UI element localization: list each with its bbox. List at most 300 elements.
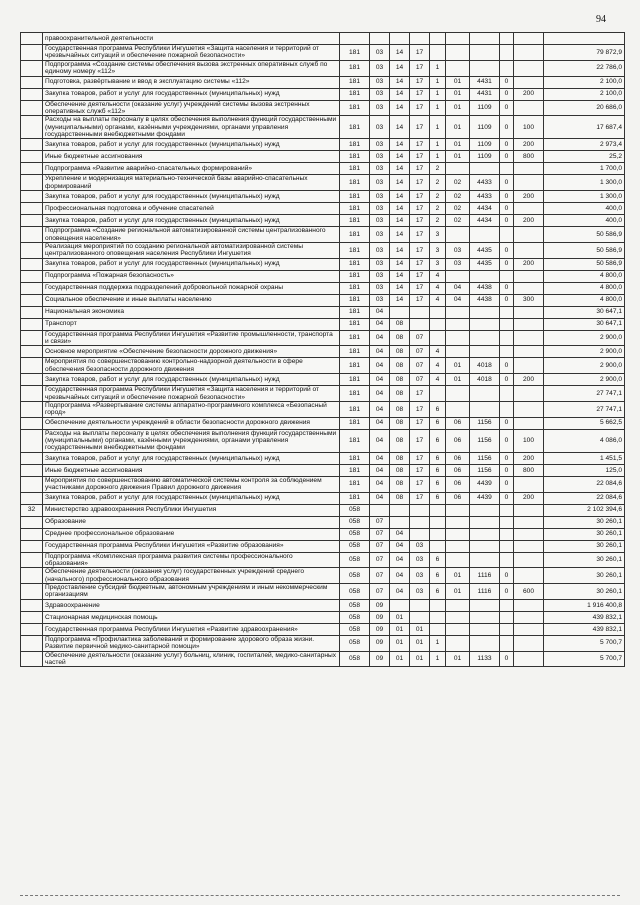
cell-expense-type: 800 — [514, 464, 544, 476]
cell-expense-type — [514, 417, 544, 429]
cell-direction — [470, 60, 500, 76]
cell-row-number — [21, 45, 43, 61]
cell-amount: 20 686,0 — [544, 100, 625, 116]
cell-item-name: Обеспечение деятельности учреждений в области безопасности дорожного движения — [43, 417, 340, 429]
cell-row-number — [21, 386, 43, 402]
cell-section: 03 — [370, 100, 390, 116]
cell-expense-type — [514, 227, 544, 243]
cell-program: 17 — [410, 429, 430, 452]
cell-activity — [446, 227, 470, 243]
cell-program: 17 — [410, 76, 430, 88]
table-row — [21, 516, 625, 528]
table-row — [21, 611, 625, 623]
table-row — [21, 318, 625, 330]
cell-subprogram — [430, 623, 446, 635]
cell-program: 17 — [410, 242, 430, 258]
cell-ministry-code: 181 — [340, 270, 370, 282]
cell-item-name: Подпрограмма «Профилактика заболеваний и формирование здорового образа жизни. Развитие первичной медико-санитарной помощи» — [43, 635, 340, 651]
cell-direction: 4434 — [470, 203, 500, 215]
cell-subprogram: 1 — [430, 139, 446, 151]
cell-program: 17 — [410, 417, 430, 429]
cell-row-number — [21, 516, 43, 528]
cell-program: 17 — [410, 492, 430, 504]
cell-direction — [470, 504, 500, 516]
table-row — [21, 151, 625, 163]
cell-amount: 30 260,1 — [544, 584, 625, 600]
cell-item-name: Подпрограмма «Комплексная программа развития системы профессионального образования» — [43, 552, 340, 568]
cell-extra-code — [500, 318, 514, 330]
cell-row-number — [21, 358, 43, 374]
cell-extra-code — [500, 227, 514, 243]
cell-activity: 02 — [446, 203, 470, 215]
cell-activity: 01 — [446, 374, 470, 386]
cell-program: 17 — [410, 151, 430, 163]
cell-ministry-code: 058 — [340, 611, 370, 623]
cell-expense-type — [514, 163, 544, 175]
cell-extra-code — [500, 611, 514, 623]
cell-amount: 2 100,0 — [544, 88, 625, 100]
cell-amount: 2 973,4 — [544, 139, 625, 151]
cell-ministry-code: 181 — [340, 374, 370, 386]
cell-subsection: 14 — [390, 282, 410, 294]
table-row — [21, 163, 625, 175]
cell-direction — [470, 401, 500, 417]
table-row — [21, 306, 625, 318]
cell-direction: 1116 — [470, 568, 500, 584]
cell-expense-type — [514, 611, 544, 623]
cell-subprogram: 3 — [430, 242, 446, 258]
cell-program: 07 — [410, 346, 430, 358]
cell-item-name: Государственная программа Республики Ингушетия «Защита населения и территорий от чрезвычайных ситуаций и обеспечение пожарной безопасности» — [43, 45, 340, 61]
cell-ministry-code: 181 — [340, 464, 370, 476]
cell-ministry-code: 181 — [340, 294, 370, 306]
cell-extra-code — [500, 516, 514, 528]
cell-ministry-code: 058 — [340, 599, 370, 611]
cell-ministry-code: 181 — [340, 76, 370, 88]
table-row — [21, 464, 625, 476]
cell-program: 07 — [410, 358, 430, 374]
cell-extra-code — [500, 623, 514, 635]
cell-expense-type — [514, 175, 544, 191]
table-row — [21, 294, 625, 306]
cell-row-number — [21, 33, 43, 45]
cell-item-name: Подпрограмма «Пожарная безопасность» — [43, 270, 340, 282]
cell-extra-code: 0 — [500, 151, 514, 163]
cell-activity — [446, 552, 470, 568]
cell-section: 04 — [370, 306, 390, 318]
cell-extra-code — [500, 45, 514, 61]
cell-extra-code — [500, 635, 514, 651]
cell-subprogram: 6 — [430, 401, 446, 417]
cell-amount: 1 700,0 — [544, 163, 625, 175]
cell-activity — [446, 528, 470, 540]
cell-activity — [446, 516, 470, 528]
cell-item-name: Государственная программа Республики Ингушетия «Развитие образования» — [43, 540, 340, 552]
cell-row-number — [21, 374, 43, 386]
cell-extra-code — [500, 33, 514, 45]
cell-program: 01 — [410, 623, 430, 635]
cell-program: 17 — [410, 215, 430, 227]
cell-expense-type: 100 — [514, 429, 544, 452]
cell-item-name: Министерство здравоохранения Республики Ингушетия — [43, 504, 340, 516]
cell-activity — [446, 346, 470, 358]
cell-item-name: Здравоохранение — [43, 599, 340, 611]
cell-subsection: 08 — [390, 330, 410, 346]
cell-activity — [446, 599, 470, 611]
cell-section: 04 — [370, 452, 390, 464]
table-row — [21, 203, 625, 215]
cell-subsection: 01 — [390, 651, 410, 667]
cell-expense-type — [514, 60, 544, 76]
cell-section — [370, 33, 390, 45]
cell-row-number — [21, 346, 43, 358]
cell-section: 03 — [370, 88, 390, 100]
cell-section: 04 — [370, 476, 390, 492]
cell-row-number — [21, 611, 43, 623]
cell-ministry-code: 181 — [340, 203, 370, 215]
cell-subprogram: 4 — [430, 358, 446, 374]
cell-expense-type — [514, 318, 544, 330]
cell-row-number — [21, 599, 43, 611]
cell-expense-type — [514, 306, 544, 318]
cell-direction: 1116 — [470, 584, 500, 600]
cell-subprogram — [430, 611, 446, 623]
cell-section: 03 — [370, 60, 390, 76]
cell-extra-code: 0 — [500, 139, 514, 151]
cell-extra-code: 0 — [500, 191, 514, 203]
cell-item-name: Расходы на выплаты персоналу в целях обеспечения выполнения функций государственными (муниципальными) органами, казёнными учреждениями, органами управления государственными внебюджетными фондами — [43, 429, 340, 452]
table-row — [21, 528, 625, 540]
cell-expense-type — [514, 401, 544, 417]
cell-subsection: 14 — [390, 227, 410, 243]
cell-expense-type: 200 — [514, 139, 544, 151]
cell-section: 03 — [370, 76, 390, 88]
cell-amount: 30 260,1 — [544, 516, 625, 528]
cell-direction — [470, 227, 500, 243]
cell-amount: 5 700,7 — [544, 635, 625, 651]
cell-program: 03 — [410, 540, 430, 552]
cell-subprogram — [430, 599, 446, 611]
table-row — [21, 635, 625, 651]
cell-program: 07 — [410, 374, 430, 386]
cell-subsection: 08 — [390, 346, 410, 358]
cell-subsection: 14 — [390, 45, 410, 61]
cell-subprogram — [430, 516, 446, 528]
cell-item-name: Закупка товаров, работ и услуг для государственных (муниципальных) нужд — [43, 374, 340, 386]
cell-subsection: 08 — [390, 492, 410, 504]
cell-extra-code: 0 — [500, 116, 514, 139]
cell-item-name: Обеспечение деятельности (оказание услуг) больниц, клиник, госпиталей, медико-санитарных частей — [43, 651, 340, 667]
cell-section: 04 — [370, 358, 390, 374]
cell-activity: 06 — [446, 476, 470, 492]
cell-row-number — [21, 294, 43, 306]
cell-ministry-code: 058 — [340, 568, 370, 584]
cell-item-name: Закупка товаров, работ и услуг для государственных (муниципальных) нужд — [43, 258, 340, 270]
cell-activity: 01 — [446, 151, 470, 163]
cell-section: 04 — [370, 492, 390, 504]
cell-extra-code: 0 — [500, 294, 514, 306]
cell-item-name: Государственная программа Республики Ингушетия «Развитие здравоохранения» — [43, 623, 340, 635]
cell-item-name: Транспорт — [43, 318, 340, 330]
cell-direction: 1133 — [470, 651, 500, 667]
cell-section: 07 — [370, 568, 390, 584]
cell-section: 04 — [370, 401, 390, 417]
cell-row-number — [21, 318, 43, 330]
cell-program: 01 — [410, 635, 430, 651]
cell-amount: 17 687,4 — [544, 116, 625, 139]
cell-extra-code — [500, 330, 514, 346]
cell-program: 03 — [410, 584, 430, 600]
cell-row-number — [21, 139, 43, 151]
cell-expense-type — [514, 623, 544, 635]
cell-extra-code: 0 — [500, 258, 514, 270]
cell-activity: 01 — [446, 100, 470, 116]
cell-program: 17 — [410, 88, 430, 100]
table-row — [21, 374, 625, 386]
cell-row-number — [21, 175, 43, 191]
table-row — [21, 492, 625, 504]
cell-expense-type — [514, 33, 544, 45]
cell-section: 09 — [370, 611, 390, 623]
cell-direction: 1156 — [470, 464, 500, 476]
cell-row-number — [21, 258, 43, 270]
cell-ministry-code: 181 — [340, 452, 370, 464]
cell-amount: 30 260,1 — [544, 568, 625, 584]
cell-program: 17 — [410, 116, 430, 139]
cell-amount: 4 800,0 — [544, 270, 625, 282]
cell-activity: 06 — [446, 429, 470, 452]
cell-extra-code — [500, 306, 514, 318]
cell-subsection: 08 — [390, 358, 410, 374]
cell-subsection: 14 — [390, 242, 410, 258]
table-row — [21, 330, 625, 346]
cell-ministry-code: 058 — [340, 540, 370, 552]
cell-subprogram: 2 — [430, 215, 446, 227]
cell-item-name: Иные бюджетные ассигнования — [43, 464, 340, 476]
cell-item-name: Подпрограмма «Создание региональной автоматизированной системы централизованного оповещения населения» — [43, 227, 340, 243]
cell-direction: 4431 — [470, 88, 500, 100]
cell-program: 17 — [410, 386, 430, 402]
cell-expense-type — [514, 45, 544, 61]
cell-extra-code: 0 — [500, 175, 514, 191]
cell-expense-type: 200 — [514, 492, 544, 504]
cell-subprogram: 3 — [430, 227, 446, 243]
cell-expense-type — [514, 635, 544, 651]
cell-expense-type — [514, 540, 544, 552]
cell-extra-code: 0 — [500, 584, 514, 600]
cell-program: 17 — [410, 227, 430, 243]
table-row — [21, 139, 625, 151]
cell-expense-type — [514, 282, 544, 294]
cell-subsection: 14 — [390, 151, 410, 163]
cell-expense-type: 200 — [514, 452, 544, 464]
cell-direction — [470, 163, 500, 175]
cell-activity — [446, 401, 470, 417]
cell-amount: 27 747,1 — [544, 401, 625, 417]
cell-activity — [446, 60, 470, 76]
cell-ministry-code: 058 — [340, 516, 370, 528]
table-row — [21, 540, 625, 552]
table-row — [21, 215, 625, 227]
cell-item-name: Подпрограмма «Развертывание системы аппаратно-программного комплекса «Безопасный город» — [43, 401, 340, 417]
cell-row-number — [21, 429, 43, 452]
cell-expense-type — [514, 476, 544, 492]
cell-direction — [470, 528, 500, 540]
cell-extra-code — [500, 504, 514, 516]
cell-subprogram — [430, 306, 446, 318]
cell-ministry-code: 181 — [340, 358, 370, 374]
cell-expense-type — [514, 568, 544, 584]
cell-extra-code — [500, 540, 514, 552]
cell-section: 04 — [370, 386, 390, 402]
cell-extra-code: 0 — [500, 282, 514, 294]
cell-ministry-code: 181 — [340, 163, 370, 175]
table-row — [21, 346, 625, 358]
cell-section: 04 — [370, 346, 390, 358]
cell-row-number — [21, 227, 43, 243]
cell-activity — [446, 163, 470, 175]
cell-program — [410, 318, 430, 330]
cell-expense-type: 100 — [514, 116, 544, 139]
cell-subsection: 14 — [390, 100, 410, 116]
cell-activity: 02 — [446, 215, 470, 227]
cell-activity: 01 — [446, 76, 470, 88]
cell-section — [370, 504, 390, 516]
cell-section: 03 — [370, 116, 390, 139]
cell-activity: 06 — [446, 492, 470, 504]
cell-subprogram: 6 — [430, 492, 446, 504]
cell-subsection — [390, 599, 410, 611]
cell-item-name: Государственная поддержка подразделений добровольной пожарной охраны — [43, 282, 340, 294]
cell-section: 07 — [370, 540, 390, 552]
cell-subprogram: 2 — [430, 203, 446, 215]
cell-direction: 4434 — [470, 215, 500, 227]
cell-item-name: Государственная программа Республики Ингушетия «Развитие промышленности, транспорта и связи» — [43, 330, 340, 346]
cell-program: 01 — [410, 651, 430, 667]
cell-amount: 22 084,6 — [544, 492, 625, 504]
cell-program: 03 — [410, 552, 430, 568]
cell-ministry-code: 181 — [340, 139, 370, 151]
cell-activity — [446, 386, 470, 402]
cell-program — [410, 33, 430, 45]
cell-program: 17 — [410, 191, 430, 203]
cell-ministry-code: 181 — [340, 492, 370, 504]
cell-subsection: 14 — [390, 191, 410, 203]
cell-expense-type — [514, 242, 544, 258]
cell-direction: 1109 — [470, 116, 500, 139]
cell-activity: 01 — [446, 651, 470, 667]
table-row — [21, 227, 625, 243]
cell-ministry-code: 058 — [340, 651, 370, 667]
cell-expense-type — [514, 330, 544, 346]
table-row — [21, 258, 625, 270]
cell-extra-code: 0 — [500, 651, 514, 667]
cell-expense-type — [514, 76, 544, 88]
cell-amount: 1 451,5 — [544, 452, 625, 464]
cell-row-number — [21, 452, 43, 464]
cell-row-number — [21, 552, 43, 568]
cell-subprogram: 1 — [430, 100, 446, 116]
cell-amount: 125,0 — [544, 464, 625, 476]
cell-row-number — [21, 476, 43, 492]
cell-subprogram: 6 — [430, 417, 446, 429]
cell-program: 17 — [410, 258, 430, 270]
cell-expense-type — [514, 599, 544, 611]
cell-subsection — [390, 33, 410, 45]
cell-ministry-code: 181 — [340, 401, 370, 417]
cell-ministry-code: 181 — [340, 45, 370, 61]
cell-direction — [470, 386, 500, 402]
cell-direction — [470, 270, 500, 282]
cell-expense-type — [514, 651, 544, 667]
cell-ministry-code: 181 — [340, 191, 370, 203]
cell-row-number — [21, 163, 43, 175]
cell-subprogram: 3 — [430, 258, 446, 270]
cell-direction — [470, 635, 500, 651]
cell-extra-code — [500, 60, 514, 76]
table-row — [21, 452, 625, 464]
table-row — [21, 88, 625, 100]
cell-section: 03 — [370, 139, 390, 151]
cell-amount: 50 586,9 — [544, 258, 625, 270]
cell-subsection: 04 — [390, 540, 410, 552]
cell-activity — [446, 270, 470, 282]
cell-amount: 2 900,0 — [544, 358, 625, 374]
cell-program: 17 — [410, 175, 430, 191]
cell-program — [410, 306, 430, 318]
cell-program — [410, 611, 430, 623]
cell-direction — [470, 306, 500, 318]
cell-item-name: Подпрограмма «Развитие аварийно-спасательных формирований» — [43, 163, 340, 175]
cell-program: 17 — [410, 203, 430, 215]
cell-activity: 06 — [446, 417, 470, 429]
cell-extra-code: 0 — [500, 100, 514, 116]
cell-activity: 01 — [446, 139, 470, 151]
cell-activity: 04 — [446, 282, 470, 294]
cell-amount: 25,2 — [544, 151, 625, 163]
cell-ministry-code: 058 — [340, 635, 370, 651]
cell-row-number — [21, 651, 43, 667]
cell-extra-code: 0 — [500, 215, 514, 227]
cell-subprogram — [430, 45, 446, 61]
cell-extra-code: 0 — [500, 374, 514, 386]
page-number: 94 — [596, 14, 606, 25]
cell-program: 17 — [410, 100, 430, 116]
cell-extra-code: 0 — [500, 358, 514, 374]
cell-item-name: Обеспечение деятельности (оказания услуг) государственных учреждений среднего (начального) профессионального образования — [43, 568, 340, 584]
cell-expense-type: 300 — [514, 294, 544, 306]
cell-direction: 4018 — [470, 374, 500, 386]
cell-subsection: 14 — [390, 76, 410, 88]
cell-amount: 79 872,9 — [544, 45, 625, 61]
cell-amount: 400,0 — [544, 203, 625, 215]
cell-row-number — [21, 203, 43, 215]
cell-item-name: Государственная программа Республики Ингушетия «Защита населения и территорий от чрезвычайных ситуаций и обеспечение пожарной безопасности» — [43, 386, 340, 402]
cell-ministry-code: 058 — [340, 504, 370, 516]
table-row — [21, 270, 625, 282]
cell-subprogram: 1 — [430, 76, 446, 88]
cell-subsection: 04 — [390, 552, 410, 568]
cell-direction: 1156 — [470, 452, 500, 464]
cell-extra-code: 0 — [500, 242, 514, 258]
cell-direction: 4433 — [470, 191, 500, 203]
cell-program: 17 — [410, 163, 430, 175]
table-row — [21, 175, 625, 191]
cell-extra-code: 0 — [500, 88, 514, 100]
cell-ministry-code: 181 — [340, 215, 370, 227]
cell-ministry-code: 181 — [340, 429, 370, 452]
cell-expense-type — [514, 504, 544, 516]
